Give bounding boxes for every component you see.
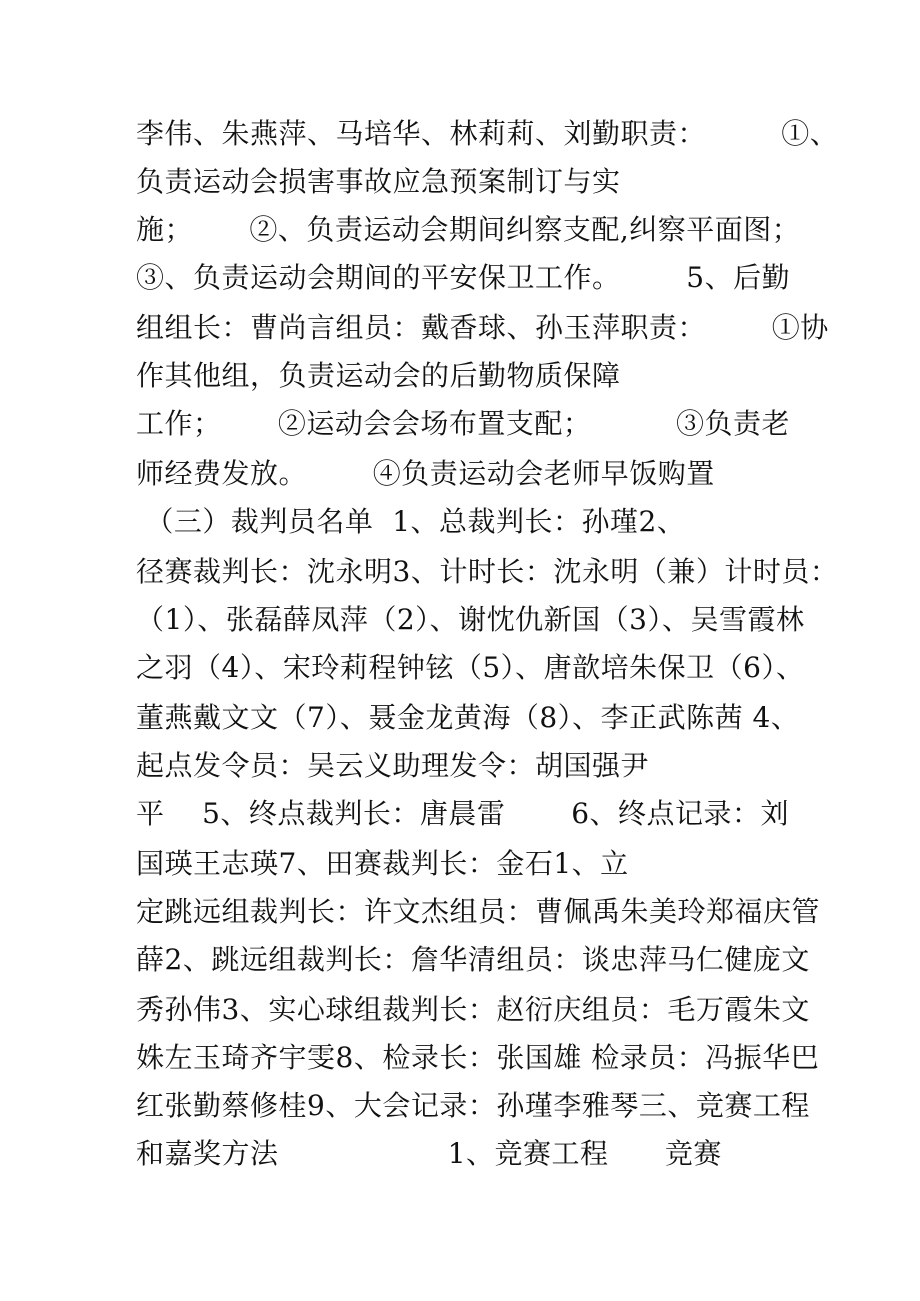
text-line-12: 之羽（4）、宋玲莉程钟铉（5）、唐歆培朱保卫（6）、 [136, 651, 805, 684]
text-line-1: 李伟、朱燕萍、马培华、林莉莉、刘勤职责： ①、 [136, 117, 839, 150]
text-line-18: 薛2、跳远组裁判长：詹华清组员：谈忠萍马仁健庞文 [136, 943, 810, 976]
text-line-7: 工作； ②运动会会场布置支配； ③负责老 [136, 407, 791, 440]
text-line-10: 径赛裁判长：沈永明3、计时长：沈永明（兼）计时员： [136, 555, 839, 588]
text-line-17: 定跳远组裁判长：许文杰组员：曹佩禹朱美玲郑福庆管 [136, 895, 821, 928]
text-line-2: 负责运动会损害事故应急预案制订与实 [136, 165, 621, 198]
text-line-13: 董燕戴文文（7）、聂金龙黄海（8）、李正武陈茜 4、 [136, 701, 800, 734]
text-line-8: 师经费发放。 ④负责运动会老师早饭购置 [136, 457, 715, 490]
text-line-11: （1）、张磊薛凤萍（2）、谢忱仇新国（3）、吴雪霞林 [136, 603, 805, 636]
text-line-19: 秀孙伟3、实心球组裁判长：赵衍庆组员：毛万霞朱文 [136, 993, 810, 1026]
text-line-9: （三）裁判员名单 1、总裁判长：孙瑾2、 [136, 505, 686, 538]
text-line-6: 作其他组，负责运动会的后勤物质保障 [136, 359, 621, 392]
text-line-15: 平 5、终点裁判长：唐晨雷 6、终点记录：刘 [136, 797, 790, 830]
text-line-21: 红张勤蔡修桂9、大会记录：孙瑾李雅琴三、竞赛工程 [136, 1089, 810, 1122]
text-line-22: 和嘉奖方法 1、竞赛工程 竞赛 [136, 1137, 722, 1170]
text-line-20: 姝左玉琦齐宇雯8、检录长：张国雄 检录员：冯振华巴 [136, 1041, 820, 1074]
text-line-3: 施； ②、负责运动会期间纠察支配,纠察平面图； [136, 213, 801, 246]
text-line-14: 起点发令员：吴云义助理发令：胡国强尹 [136, 749, 650, 782]
text-line-5: 组组长：曹尚言组员：戴香球、孙玉萍职责： ①协 [136, 311, 829, 344]
text-line-4: ③、负责运动会期间的平安保卫工作。 5、后勤 [136, 261, 791, 294]
text-line-16: 国瑛王志瑛7、田赛裁判长：金石1、立 [136, 847, 629, 880]
